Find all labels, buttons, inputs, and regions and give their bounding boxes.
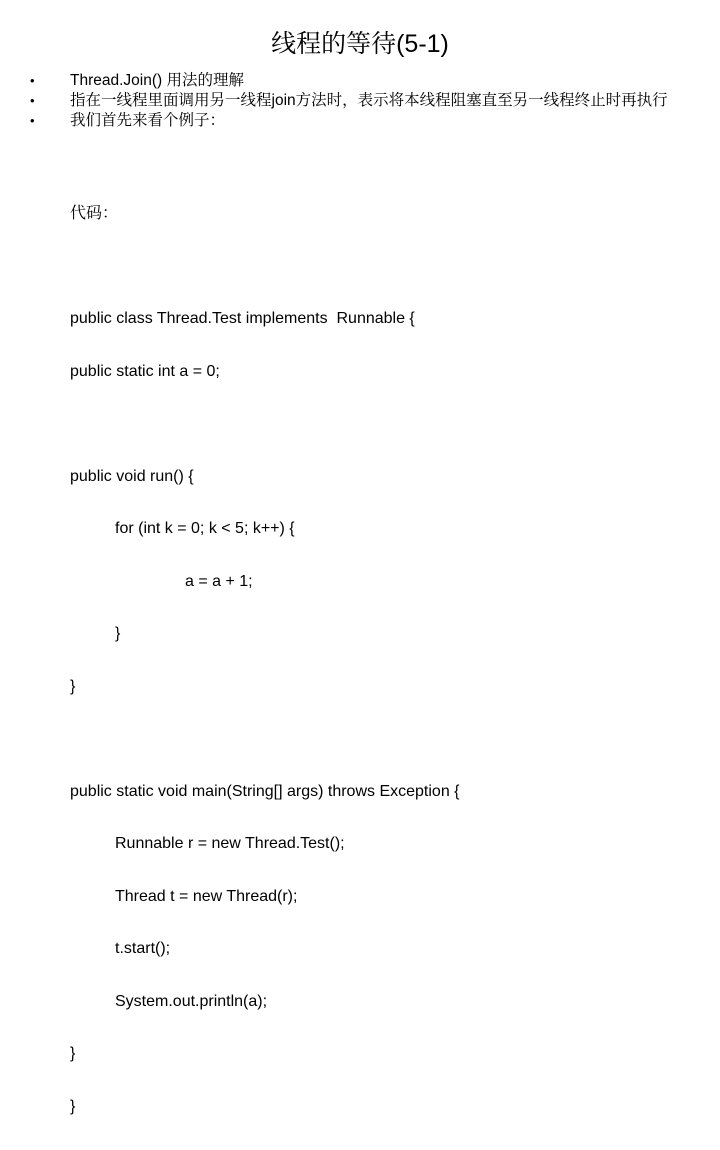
code-line: public void run() { [70, 467, 194, 485]
code-line: public static void main(String[] args) throws Exception { [70, 782, 460, 800]
code-line: public static int a = 0; [70, 362, 220, 380]
code-block [70, 170, 690, 1150]
code-line: } [70, 677, 76, 695]
slide-title: 线程的等待(5-1) [271, 30, 449, 58]
code-line: a = a + 1; [185, 572, 253, 590]
bullet-text: 我们首先来看个例子： [70, 112, 226, 129]
code-line: for (int k = 0; k < 5; k++) { [115, 520, 295, 537]
code-line: System.out.println(a); [115, 992, 268, 1010]
code-line: } [70, 1097, 76, 1115]
bullet-text: Thread.Join() 用法的理解 [70, 72, 244, 89]
bullet-text: 指在一线程里面调用另一线程join方法时，表示将本线程阻塞直至另一线程终止时再执行 [70, 92, 668, 109]
bullet-dot: • [30, 113, 35, 128]
bullet-item [30, 92, 690, 109]
code-line: } [70, 1045, 76, 1062]
bullet-dot: • [30, 73, 35, 88]
code-line: } [115, 625, 121, 642]
code-label: 代码： [70, 205, 119, 222]
code-line: Thread t = new Thread(r); [115, 887, 298, 905]
bullet-item [30, 112, 690, 129]
code-line: t.start(); [115, 940, 171, 957]
code-line: public class Thread.Test implements Runnable { [70, 310, 415, 327]
bullet-list [30, 72, 690, 132]
code-line: Runnable r = new Thread.Test(); [115, 835, 345, 852]
bullet-item [30, 72, 690, 89]
bullet-dot: • [30, 93, 35, 108]
